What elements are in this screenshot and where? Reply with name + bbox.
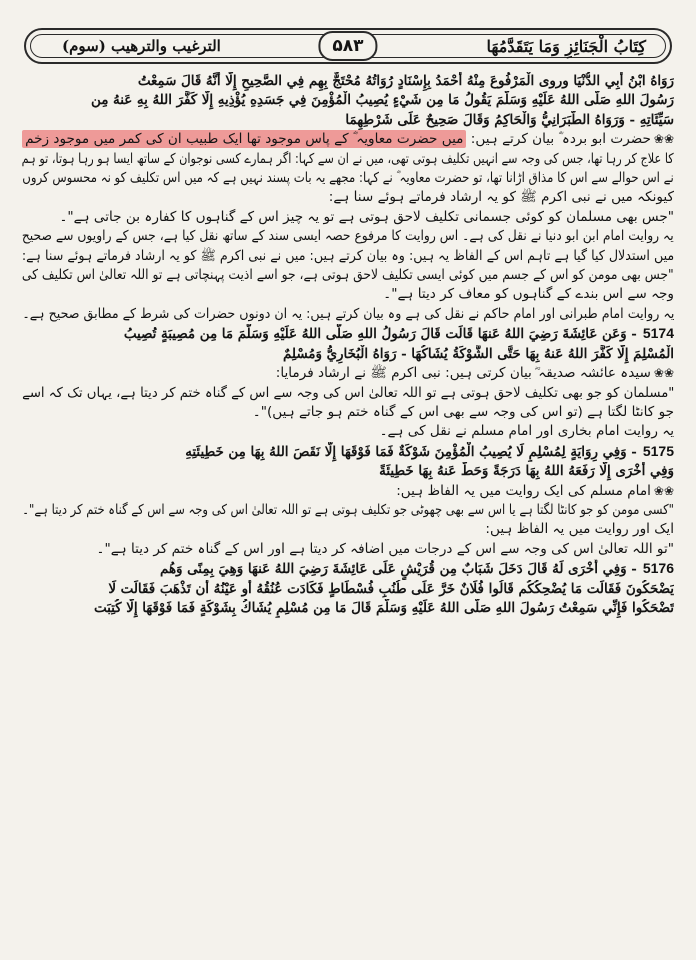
highlighted-text: میں حضرت معاویہ ؓ کے پاس موجود تھا ایک طبیب ان کی کمر میں موجود زخم xyxy=(22,130,466,148)
line-text: رَوَاهُ ابْنُ أَبِي الدُّنْيَا وروى الْمَرْفُوعَ مِنْهُ أَحْمَدُ بِإِسْنَادٍ رُوَاتُهُ مُحْتَجٌّ بِهِم فِي الصَّحِيحِ إِلَّا أَنَّهُ قَالَ سَمِعْتُ xyxy=(137,73,674,89)
urdu-text-line xyxy=(22,364,674,383)
arabic-text-line xyxy=(22,345,674,364)
book-title: کِتَابُ الْجَنَائِزِ وَمَا يَتَقَدَّمُهَا xyxy=(477,37,657,56)
line-text: یہ روایت امام طبرانی اور امام حاکم نے نقل کی ہے وہ بیان کرتے ہیں: یہ ان دونوں حضرات کی شرط کے مطابق صحیح ہے۔ xyxy=(22,305,674,322)
line-text: سَيِّئَاتِهِ - وَرَوَاهُ الطَّبَرَانِيُّ وَالْحَاكِمُ وَقَالَ صَحِيحٌ عَلَى شَرْطِهِمَا xyxy=(345,111,674,128)
urdu-text-line xyxy=(22,130,674,149)
line-text: کیونکہ میں نے نبی اکرم ﷺ کو یہ ارشاد فرماتے ہوئے سنا ہے: xyxy=(328,189,674,206)
series-title: الترغيب والترھیب (سوم) xyxy=(52,37,231,55)
line-text: "مسلمان کو جو بھی تکلیف لاحق ہوتی ہے تو اللہ تعالیٰ اس کی وجہ سے اس کے گناہ ختم کر دیتا ہے، یہاں تک کہ اسے xyxy=(22,384,674,401)
urdu-text-line xyxy=(22,482,674,501)
urdu-text-line xyxy=(22,208,674,227)
line-text: وجہ سے اس بندے کے گناہوں کو معاف کر دیتا ہے"۔ xyxy=(383,286,674,303)
arabic-text-line xyxy=(22,91,674,110)
line-text: - وَفِي أُخْرَى لَهُ قَالَ دَخَلَ شَبَابٌ مِن قُرَيْشٍ عَلَى عَائِشَةَ رَضِيَ اللهُ عَنهَا وَهِيَ بِمِنًى وَهُم xyxy=(160,561,637,578)
page-number: ۵۸۳ xyxy=(318,31,377,61)
line-text: میں استدلال کیا گیا ہے تاہم اس کے الفاظ یہ ہیں: وہ بیان کرتے ہیں: میں نے نبی اکرم ﷺ کو یہ ارشاد فرماتے ہوئے سنا ہے: xyxy=(22,247,674,264)
line-text: امام مسلم کی ایک روایت میں یہ الفاظ ہیں: xyxy=(396,482,651,499)
arabic-text-line xyxy=(22,580,674,599)
line-text: "کسی مومن کو جو کانٹا لگتا ہے یا اس سے بھی چھوٹی جو تکلیف ہوتی ہے تو اللہ تعالیٰ اس کی وجہ سے اس کے گناہ ختم کر دیتا ہے"۔ xyxy=(22,501,674,518)
line-text: "جس بھی مومن کو اس کے جسم میں کوئی ایسی تکلیف لاحق ہوتی ہے، جو اسے اذیت پہنچاتی ہے تو اللہ تعالیٰ اس تکلیف کی xyxy=(22,267,674,284)
page-body xyxy=(22,72,674,618)
urdu-text-line xyxy=(22,266,674,285)
urdu-text-line xyxy=(22,520,674,539)
urdu-text-line xyxy=(22,403,674,422)
hadith-number: 5176 xyxy=(642,560,674,577)
line-text: یہ روایت امام بخاری اور امام مسلم نے نقل کی ہے۔ xyxy=(379,423,674,440)
arabic-text-line xyxy=(22,442,674,462)
line-text: نے اس حوالے سے اس کا مذاق اڑانا تھا، تو حضرت معاویہ ؓ نے کہا: مجھے یہ بات پسند نہیں ہے کہ میں اس تکلیف کو نہ محسوس کروں xyxy=(22,170,674,187)
urdu-text-line xyxy=(22,150,674,169)
line-text: - وَفِي رِوَايَةٍ لِمُسْلِمٍ لَا يُصِيبُ الْمُؤْمِنَ شَوْكَةٌ فَمَا فَوْقَهَا إِلَّا نَقَصَ اللهُ بِهَا مِن خَطِيئَتِهِ xyxy=(185,443,637,460)
arabic-text-line xyxy=(22,72,674,91)
line-text: يَضْحَكُونَ فَقَالَت مَا يُضْحِكُكُم قَالُوا فُلَانٌ خَرَّ عَلَى طُنُبِ فُسْطَاطٍ فَكَادَت عُنُقُهُ أَو عَيْنُهُ أَن تَذْهَبَ فَقَالَت لَا xyxy=(108,580,674,597)
urdu-text-line xyxy=(22,285,674,304)
line-text: الْمُسْلِمَ إِلَّا كَفَّرَ اللهُ عَنهُ بِهَا حَتَّى الشَّوْكَةُ يُشَاكُهَا - رَوَاهُ الْبُخَارِيُّ وَمُسْلِمٌ xyxy=(282,345,674,362)
line-text: سیدہ عائشہ صدیقہ ؓ بیان کرتی ہیں: نبی اکرم ﷺ نے ارشاد فرمایا: xyxy=(275,365,651,382)
arabic-text-line xyxy=(22,559,674,579)
flower-ornament-icon: ❀❀ xyxy=(653,366,674,381)
line-text: "جس بھی مسلمان کو کوئی جسمانی تکلیف لاحق ہوتی ہے تو یہ چیز اس کے گناہوں کا کفارہ بن جاتی ہے"۔ xyxy=(59,208,674,225)
urdu-text-line xyxy=(22,540,674,559)
narration-intro: حضرت ابو بردہ ؓ بیان کرتے ہیں: xyxy=(470,131,651,148)
urdu-text-line xyxy=(22,422,674,441)
arabic-text-line xyxy=(22,599,674,618)
arabic-text-line xyxy=(22,462,674,481)
line-text: یہ روایت امام ابن ابو دنیا نے نقل کی ہے۔ اس روایت کا مرفوع حصہ ایسی سند کے ساتھ نقل کیا ہے، جس کے راویوں سے صحیح xyxy=(22,228,674,245)
line-text: وَفِي أُخْرَى إِلَّا رَفَعَهُ اللهُ بِهَا دَرَجَةً وَحَطَّ عَنهُ بِهَا خَطِيئَةً xyxy=(379,463,674,480)
line-text: تَضْحَكُوا فَإِنِّي سَمِعْتُ رَسُولَ اللهِ صَلَّى اللهُ عَلَيْهِ وَسَلَّمَ قَالَ مَا مِن مُسْلِمٍ يُشَاكُ بِشَوْكَةٍ فَمَا فَوْقَهَا إِلَّا كُتِبَت xyxy=(93,599,674,616)
line-text: جو کانٹا لگتا ہے (تو اس کی وجہ سے بھی اس کے گناہ ختم ہو جاتے ہیں)"۔ xyxy=(252,403,674,420)
urdu-text-line xyxy=(22,169,674,188)
line-text: رَسُولَ اللهِ صَلَّى اللهُ عَلَيْهِ وَسَلَّمَ يَقُولُ مَا مِن شَيْءٍ يُصِيبُ الْمُؤْمِنَ فِي جَسَدِهِ يُؤْذِيهِ إِلَّا كَفَّرَ اللهُ بِهِ عَنهُ مِن xyxy=(91,92,674,109)
flower-ornament-icon: ❀❀ xyxy=(653,132,674,147)
urdu-text-line xyxy=(22,501,674,520)
hadith-number: 5175 xyxy=(642,442,674,459)
line-text: "تو اللہ تعالیٰ اس کی وجہ سے اس کے درجات میں اضافہ کر دیتا ہے اور اس کے گناہ ختم کر دیتا ہے"۔ xyxy=(96,540,674,557)
arabic-text-line xyxy=(22,324,674,344)
arabic-text-line xyxy=(22,111,674,130)
urdu-text-line xyxy=(22,247,674,266)
hadith-number: 5174 xyxy=(642,325,674,342)
urdu-text-line xyxy=(22,188,674,207)
line-text: ایک اور روایت میں یہ الفاظ ہیں: xyxy=(485,521,674,538)
line-text: - وَعَن عَائِشَةَ رَضِيَ اللهُ عَنهَا قَالَت قَالَ رَسُولُ اللهِ صَلَّى اللهُ عَلَيْهِ وَسَلَّمَ مَا مِن مُصِيبَةٍ تُصِيبُ xyxy=(123,326,637,343)
flower-ornament-icon: ❀❀ xyxy=(653,483,674,498)
line-text: کا علاج کر رہا تھا، جس کی وجہ سے انہیں تکلیف ہوتی تھی، میں نے ان سے کہا: اگر ہمارے کسی نوجوان کے ساتھ ایسا ہو رہا ہوتا، تو ہم xyxy=(22,150,674,167)
urdu-text-line xyxy=(22,384,674,403)
urdu-text-line xyxy=(22,305,674,324)
urdu-text-line xyxy=(22,227,674,246)
page-header xyxy=(22,28,674,64)
